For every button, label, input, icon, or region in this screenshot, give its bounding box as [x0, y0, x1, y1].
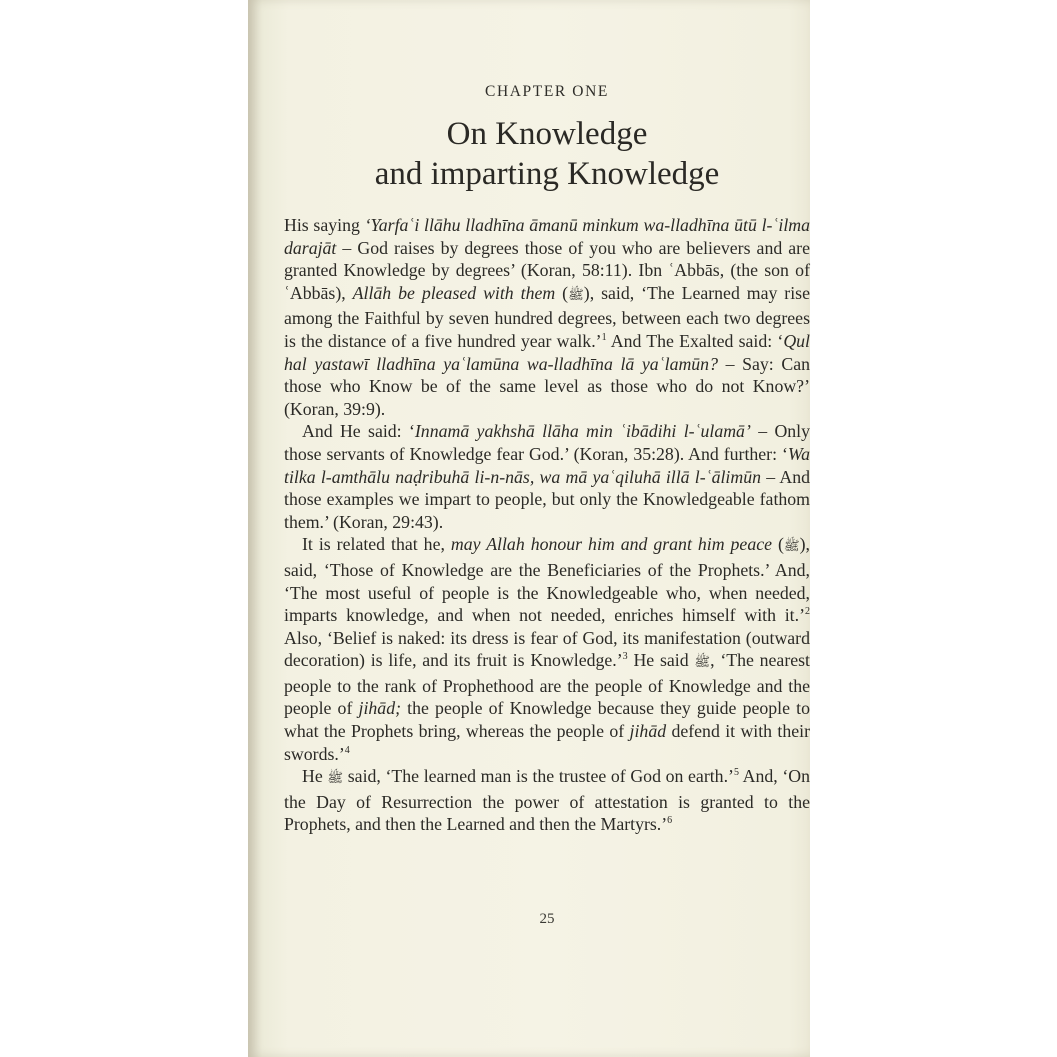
footnote-marker: 4 [344, 744, 350, 756]
honorific-glyph: ﷺ [327, 771, 344, 787]
footnote-marker: 1 [601, 331, 607, 343]
italic-text: jihād; [358, 698, 402, 719]
chapter-title [284, 114, 810, 194]
italic-text: may Allah honour him and grant him peace [450, 534, 772, 555]
paragraph: His saying ‘Yarfaʿi llāhu lladhīna āmanū minkum wa-lladhīna ūtū l-ʿilma darajāt – God raises by degrees those of you who are believers and are granted Knowledge by degrees’ (Koran, 58:11). Ibn ʿAbbās, (the son of ʿAbbās), Allāh be pleased with them (ﷺ), said, ‘The Learned may rise among the Faithful by seven hundred degrees, between each two degrees is the distance of a five hundred year walk.’$^1$ And The Exalted said: ‘Qul hal yastawī lladhīna yaʿlamūna wa-lladhīna lā yaʿlamūn? – Say: Can those who Know be of the same level as those who do not Know?’ (Koran, 39:9). [284, 215, 810, 419]
footnote-marker: 3 [622, 651, 628, 663]
italic-text: Wa tilka l-amthālu naḍribuhā li-n-nās, wa mā yaʿqiluhā illā l-ʿālimūn [284, 443, 810, 487]
footnote-marker: 2 [805, 606, 810, 618]
italic-text: jihād [629, 721, 667, 742]
italic-text: Allāh be pleased with them [352, 282, 556, 303]
book-page [248, 0, 810, 1057]
honorific-glyph: ﷺ [694, 655, 711, 671]
italic-text: Innamā yakhshā llāha min ʿibādihi l-ʿulamā’ [414, 421, 751, 442]
honorific-glyph: ﷺ [783, 539, 800, 555]
body-text [284, 214, 810, 836]
page-number: 25 [539, 911, 555, 927]
chapter-title-line-1: On Knowledge [446, 116, 648, 152]
chapter-title-line-2: and imparting Knowledge [374, 156, 720, 192]
paragraph: It is related that he, may Allah honour him and grant him peace (ﷺ), said, ‘Those of Knowledge are the Beneficiaries of the Prophets.’ And, ‘The most useful of people is the Knowledgeable who, when needed, imparts knowledge, and when not needed, enriches himself with it.’$^2$ Also, ‘Belief is naked: its dress is fear of God, its manifestation (outward decoration) is life, and its fruit is Knowledge.’$^3$ He said ﷺ, ‘The nearest people to the rank of Prophethood are the people of Knowledge and the people of jihād; the people of Knowledge because they guide people to what the Prophets bring, whereas the people of jihād defend it with their swords.’$^4$ [284, 534, 810, 764]
honorific-glyph: ﷺ [568, 287, 584, 303]
footnote-marker: 5 [733, 767, 739, 779]
italic-text: Qul hal yastawī lladhīna yaʿlamūna wa-lladhīna lā yaʿlamūn? [284, 330, 810, 374]
footnote-marker: 6 [667, 815, 673, 827]
italic-text: ‘Yarfaʿi llāhu lladhīna āmanū minkum wa-lladhīna ūtū l-ʿilma darajāt [284, 215, 810, 258]
paragraph: He ﷺ said, ‘The learned man is the trustee of God on earth.’$^5$ And, ‘On the Day of Resurrection the power of attestation is granted to the Prophets, and then the Learned and then the Martyrs.’$^6$ [284, 766, 810, 835]
paragraph: And He said: ‘Innamā yakhshā llāha min ʿibādihi l-ʿulamā’ – Only those servants of Knowledge fear God.’ (Koran, 35:28). And further: ‘Wa tilka l-amthālu naḍribuhā li-n-nās, wa mā yaʿqiluhā illā l-ʿālimūn – And those examples we impart to people, but only the Knowledgeable fathom them.’ (Koran, 29:43). [284, 421, 811, 532]
chapter-label: CHAPTER ONE [485, 83, 609, 100]
